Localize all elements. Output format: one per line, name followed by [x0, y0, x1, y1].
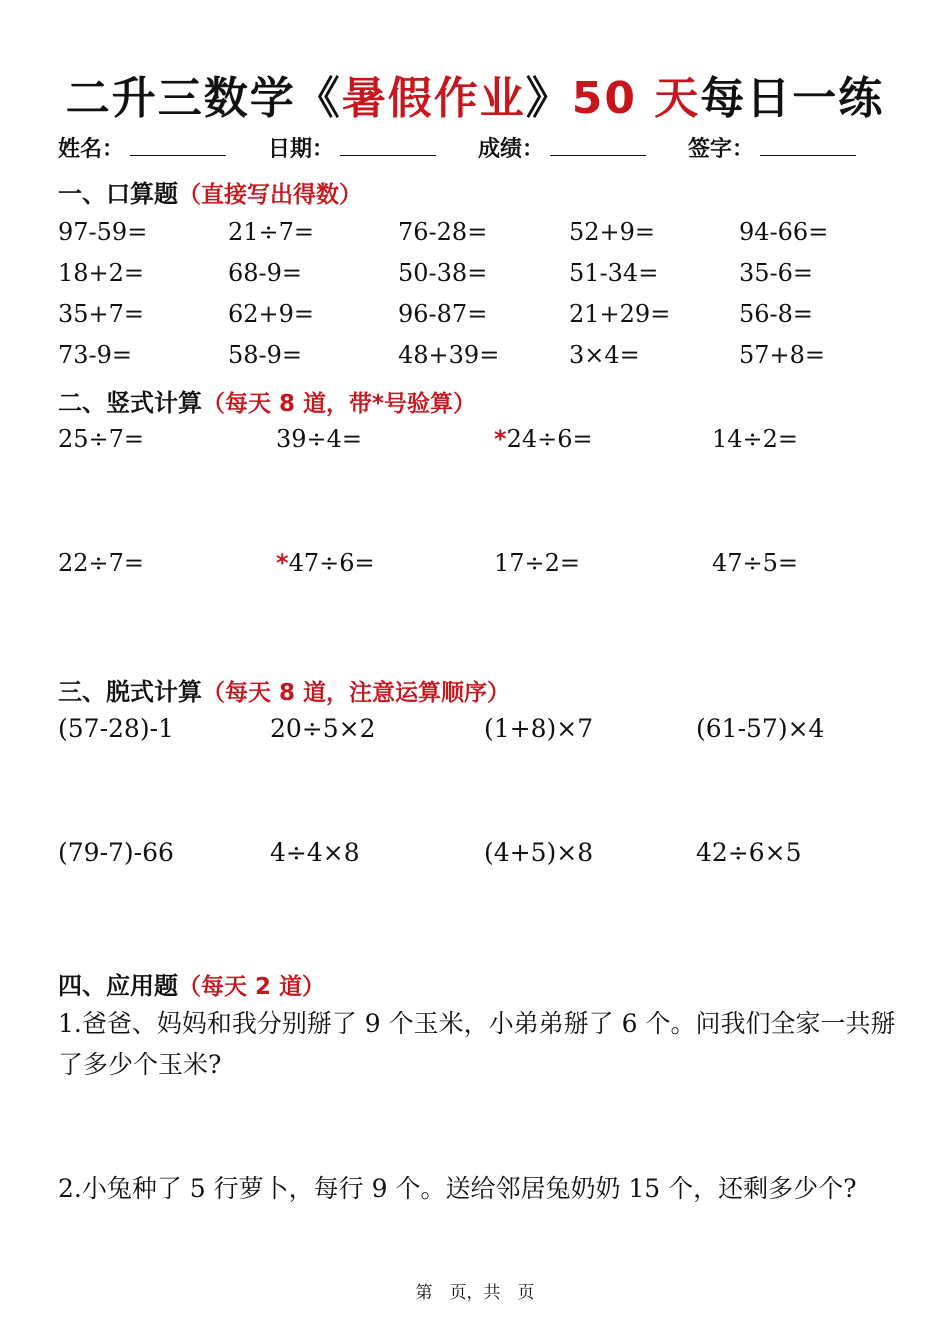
word-problem: 1.爸爸、妈妈和我分别掰了 9 个玉米，小弟弟掰了 6 个。问我们全家一共掰了多少个玉米? [58, 1009, 896, 1079]
oral-problem: 48+39= [398, 341, 500, 369]
oral-problem: 58-9= [228, 341, 303, 369]
date-blank[interactable] [340, 133, 436, 156]
oral-problem: 52+9= [569, 218, 656, 246]
oral-problem: 51-34= [569, 259, 659, 287]
oral-problem: 73-9= [58, 341, 133, 369]
oral-problem: 97-59= [58, 218, 148, 246]
stepwise-problem: (4+5)×8 [484, 838, 594, 867]
signature-field[interactable]: 签字： [688, 132, 898, 163]
stepwise-problem: 20÷5×2 [270, 714, 376, 743]
section-stepwise-heading: 三、脱式计算（每天 8 道，注意运算顺序） [58, 678, 511, 706]
vertical-problem: *47÷6= [276, 549, 375, 577]
stepwise-problem: (79-7)-66 [58, 838, 174, 867]
vertical-problem: 17÷2= [494, 549, 581, 577]
oral-problem: 57+8= [739, 341, 826, 369]
section-oral-heading: 一、口算题（直接写出得数） [58, 180, 362, 208]
date-field[interactable]: 日期： [268, 132, 478, 163]
score-field[interactable]: 成绩： [478, 132, 688, 163]
student-info-row [58, 132, 898, 163]
oral-problem: 3×4= [569, 341, 640, 369]
verify-star-mark: * [494, 425, 507, 453]
name-field[interactable]: 姓名： [58, 132, 268, 163]
verify-star-mark: * [276, 549, 289, 577]
oral-problem: 62+9= [228, 300, 315, 328]
oral-problem: 96-87= [398, 300, 488, 328]
stepwise-problem: 4÷4×8 [270, 838, 360, 867]
stepwise-problem: (57-28)-1 [58, 714, 174, 743]
vertical-problem: 25÷7= [58, 425, 145, 453]
score-blank[interactable] [550, 133, 646, 156]
word-problem: 2.小兔种了 5 行萝卜，每行 9 个。送给邻居兔奶奶 15 个，还剩多少个? [58, 1174, 857, 1203]
stepwise-problem: 42÷6×5 [696, 838, 802, 867]
oral-problem: 68-9= [228, 259, 303, 287]
page-title: 二升三数学《暑假作业》50 天每日一练 [65, 73, 885, 124]
oral-problem: 21+29= [569, 300, 671, 328]
vertical-problem: 22÷7= [58, 549, 145, 577]
oral-problem: 18+2= [58, 259, 145, 287]
oral-problem: 21÷7= [228, 218, 315, 246]
section-vertical-heading: 二、竖式计算（每天 8 道，带*号验算） [58, 389, 477, 417]
vertical-problem: 39÷4= [276, 425, 363, 453]
oral-problem: 35-6= [739, 259, 814, 287]
stepwise-problem: (61-57)×4 [696, 714, 825, 743]
vertical-problem: 14÷2= [712, 425, 799, 453]
vertical-problem: 47÷5= [712, 549, 799, 577]
signature-blank[interactable] [760, 133, 856, 156]
oral-problem: 50-38= [398, 259, 488, 287]
vertical-problem: *24÷6= [494, 425, 593, 453]
section-applied-heading: 四、应用题（每天 2 道） [58, 972, 326, 1000]
oral-problem: 35+7= [58, 300, 145, 328]
oral-problem: 76-28= [398, 218, 488, 246]
stepwise-problem: (1+8)×7 [484, 714, 594, 743]
page-footer: 第 页，共 页 [415, 1283, 535, 1303]
oral-problem: 56-8= [739, 300, 814, 328]
name-blank[interactable] [130, 133, 226, 156]
oral-problem: 94-66= [739, 218, 829, 246]
